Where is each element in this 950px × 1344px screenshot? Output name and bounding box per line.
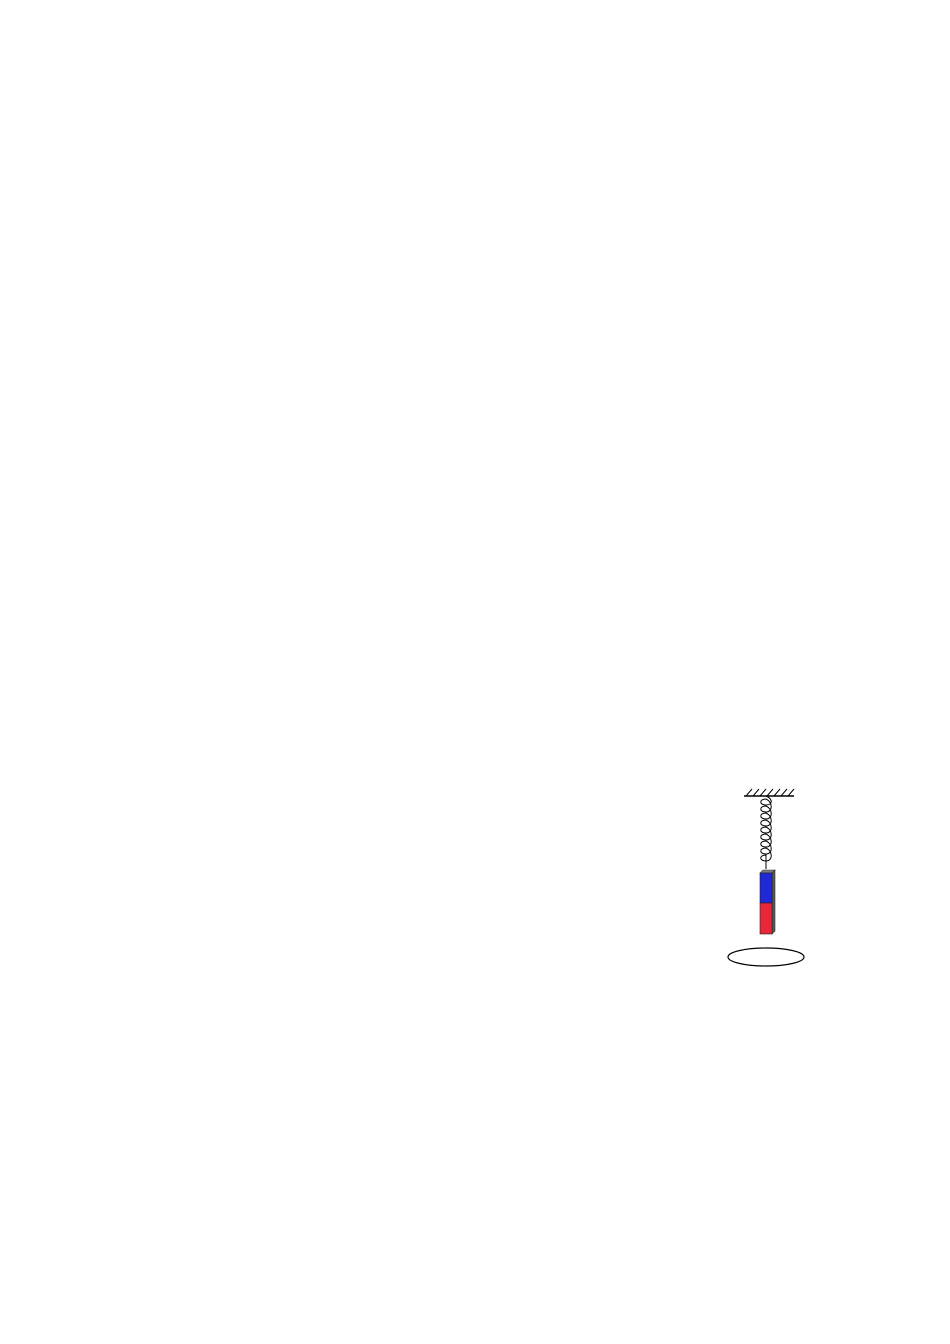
spring-magnet-coil-figure — [720, 785, 810, 975]
fixed-coil — [728, 948, 804, 966]
magnet-north-pole — [760, 873, 772, 903]
bar-magnet — [760, 870, 775, 934]
ceiling-support — [744, 789, 794, 796]
magnet-south-pole — [760, 903, 772, 934]
spring — [761, 796, 772, 869]
